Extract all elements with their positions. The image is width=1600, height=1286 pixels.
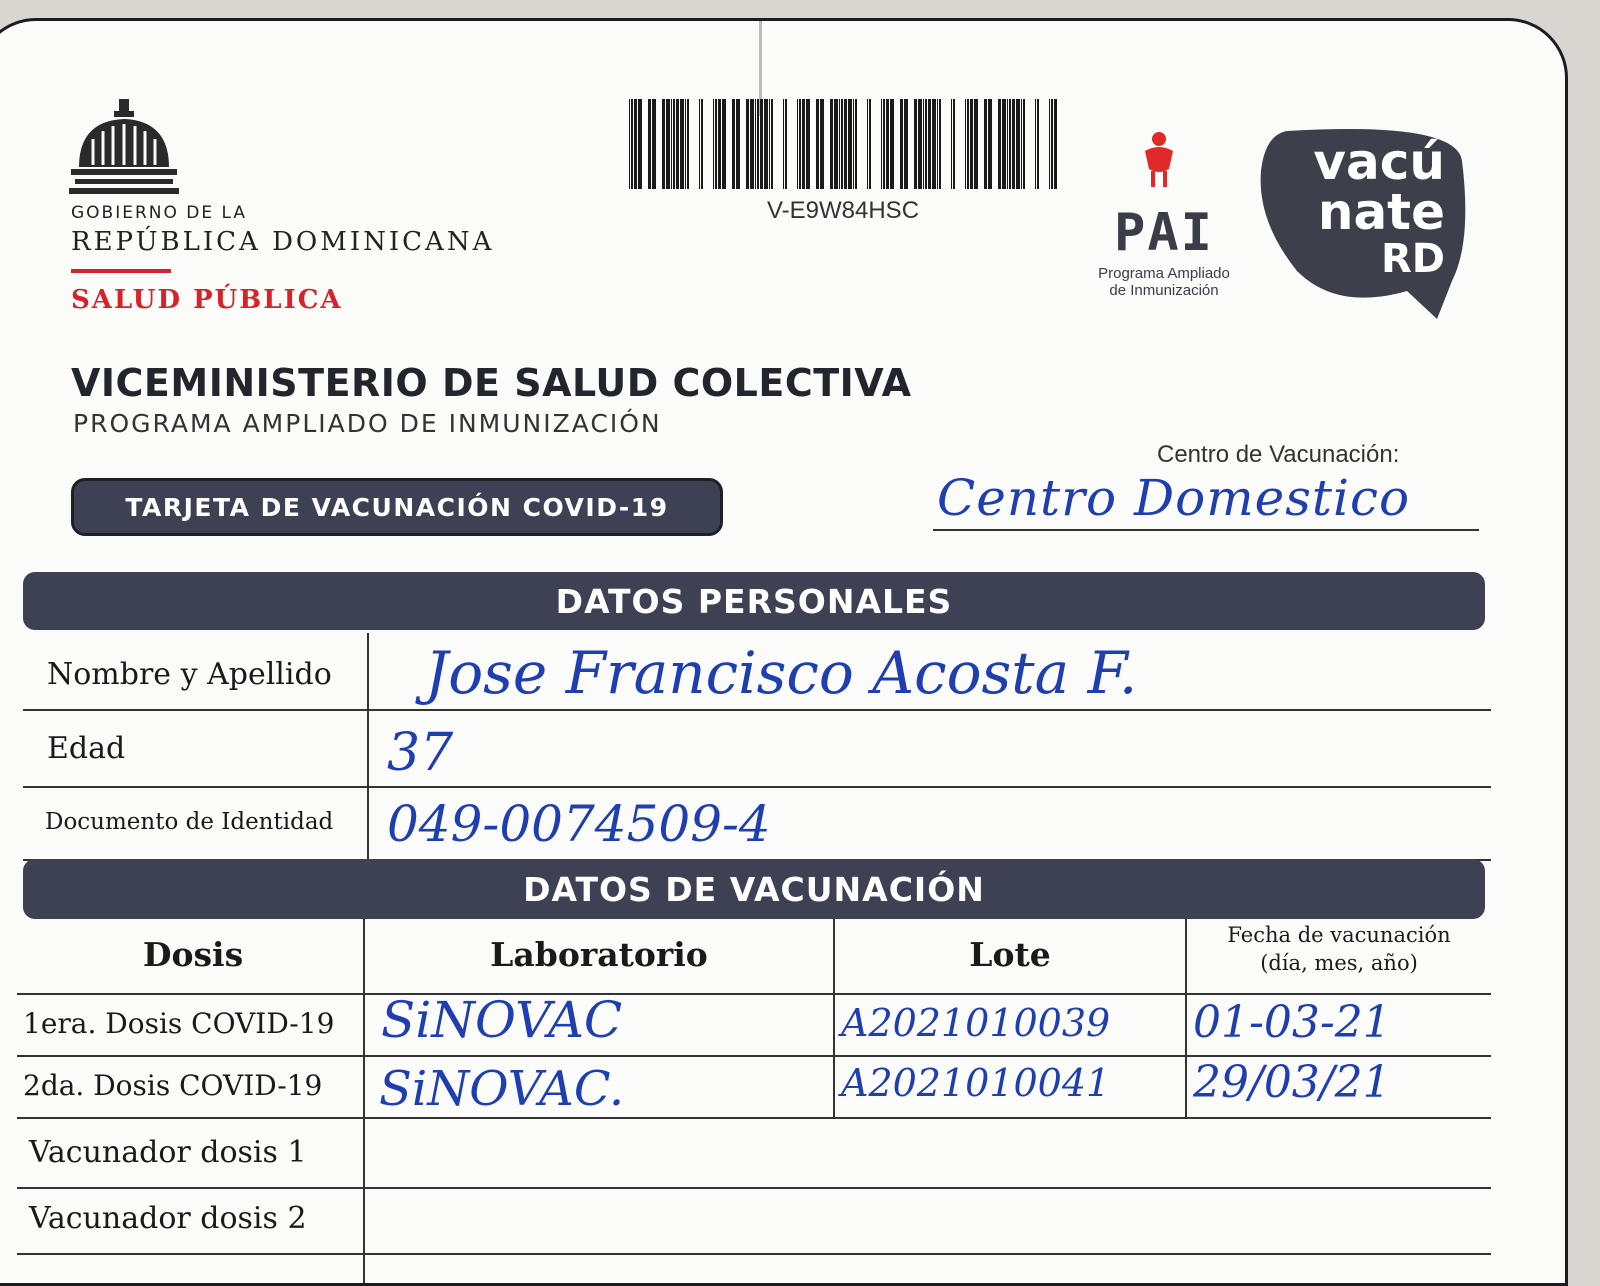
row-divider [17, 1253, 1491, 1255]
personal-section-heading: DATOS PERSONALES [23, 572, 1485, 630]
barcode-bar [883, 99, 885, 189]
dose-2-lot-handwritten: A2021010041 [841, 1061, 1111, 1105]
barcode-bar [662, 99, 665, 189]
barcode-bar [631, 99, 633, 189]
barcode-bar [687, 99, 689, 189]
government-line1: GOBIERNO DE LA [71, 203, 248, 223]
header-lot: Lote [969, 935, 1051, 974]
barcode-bar [802, 99, 805, 189]
barcode-bar [648, 99, 651, 189]
column-divider [367, 633, 369, 860]
barcode-bar [799, 99, 801, 189]
government-line2: REPÚBLICA DOMINICANA [71, 227, 495, 257]
barcode-bar [785, 99, 787, 189]
barcode-bar [629, 99, 630, 189]
barcode-bar [881, 99, 882, 189]
header-date-format: (día, mes, año) [1260, 951, 1418, 975]
vacunate-line1: vacú [1313, 133, 1445, 191]
dose-1-lot-handwritten: A2021010039 [841, 1001, 1111, 1045]
barcode-bar [923, 99, 924, 189]
barcode-bar [869, 99, 871, 189]
vacunate-line3: RD [1380, 236, 1445, 282]
national-palace-logo-icon [69, 99, 179, 197]
header-lab: Laboratorio [490, 935, 708, 974]
barcode-bar [918, 99, 922, 189]
barcode-bar [932, 99, 936, 189]
barcode-bar [830, 99, 833, 189]
barcode-bar [638, 99, 642, 189]
dose-2-lab-handwritten: SiNOVAC. [379, 1061, 625, 1117]
barcode-bar [965, 99, 966, 189]
barcode-bar [1002, 99, 1006, 189]
barcode-bar [951, 99, 952, 189]
id-value-handwritten: 049-0074509-4 [387, 795, 771, 853]
barcode-bar [904, 99, 908, 189]
dose-1-label: 1era. Dosis COVID-19 [23, 1007, 335, 1040]
barcode-bar [680, 99, 684, 189]
barcode-bar [890, 99, 894, 189]
barcode-bar [750, 99, 754, 189]
barcode-bar [673, 99, 675, 189]
dose-2-date-handwritten: 29/03/21 [1193, 1057, 1391, 1108]
dose-1-lab-handwritten: SiNOVAC [381, 991, 623, 1049]
row-divider [17, 1187, 1491, 1189]
barcode-icon [629, 99, 1057, 189]
barcode-bar [746, 99, 749, 189]
barcode-bar [937, 99, 938, 189]
barcode-bar [1021, 99, 1022, 189]
barcode-bar [928, 99, 931, 189]
barcode-bar [886, 99, 889, 189]
barcode-bar [713, 99, 714, 189]
barcode-bar [1016, 99, 1020, 189]
barcode-bar [844, 99, 847, 189]
barcode-bar [967, 99, 969, 189]
barcode-bar [939, 99, 941, 189]
barcode-bar [760, 99, 763, 189]
barcode-bar [764, 99, 768, 189]
barcode-bar [671, 99, 672, 189]
barcode-bar [841, 99, 843, 189]
page-title: VICEMINISTERIO DE SALUD COLECTIVA [71, 361, 912, 405]
barcode-bar [998, 99, 1001, 189]
name-label: Nombre y Apellido [47, 657, 332, 692]
barcode-bar [974, 99, 978, 189]
row-divider [23, 709, 1491, 711]
pai-subtitle-line2: de Inmunización [1109, 282, 1219, 299]
barcode-bar [699, 99, 700, 189]
pai-subtitle [1059, 265, 1269, 299]
barcode-bar [701, 99, 703, 189]
barcode-bar [1037, 99, 1039, 189]
name-value-handwritten: Jose Francisco Acosta F. [425, 639, 1138, 707]
barcode-bar [970, 99, 973, 189]
barcode-bar [1049, 99, 1050, 189]
vaccination-section-heading: DATOS DE VACUNACIÓN [23, 859, 1485, 919]
age-label: Edad [47, 731, 126, 766]
barcode-bar [755, 99, 756, 189]
center-value-handwritten: Centro Domestico [937, 469, 1411, 527]
barcode-bar [771, 99, 773, 189]
vacunate-line2: nate [1317, 183, 1445, 241]
pai-title: PAI [1114, 203, 1214, 263]
barcode-bar [867, 99, 868, 189]
row-divider [17, 1117, 1491, 1119]
barcode-bar [816, 99, 819, 189]
column-divider [1185, 919, 1187, 1117]
vaccinator-1-label: Vacunador dosis 1 [29, 1135, 307, 1170]
barcode-bar [984, 99, 987, 189]
barcode-bar [853, 99, 854, 189]
barcode-bar [834, 99, 838, 189]
center-underline [933, 529, 1479, 531]
age-value-handwritten: 37 [387, 723, 454, 783]
dose-1-date-handwritten: 01-03-21 [1193, 997, 1391, 1048]
barcode-bar [732, 99, 735, 189]
barcode-bar [1054, 99, 1057, 189]
barcode-bar [914, 99, 917, 189]
barcode-bar [820, 99, 824, 189]
vaccination-card [0, 18, 1568, 1286]
barcode-bar [1051, 99, 1053, 189]
ministry-name: SALUD PÚBLICA [71, 285, 343, 315]
barcode-bar [797, 99, 798, 189]
barcode-bar [806, 99, 810, 189]
barcode-bar [685, 99, 686, 189]
row-divider [17, 993, 1491, 995]
barcode-bar [839, 99, 840, 189]
pai-subtitle-line1: Programa Ampliado [1098, 265, 1230, 282]
dose-2-label: 2da. Dosis COVID-19 [23, 1069, 323, 1102]
barcode-bar [988, 99, 992, 189]
pai-figure-icon [1139, 131, 1179, 189]
barcode-bar [848, 99, 852, 189]
barcode-bar [783, 99, 784, 189]
barcode-bar [925, 99, 927, 189]
center-label: Centro de Vacunación: [1157, 441, 1400, 468]
barcode-bar [757, 99, 759, 189]
barcode-bar [634, 99, 637, 189]
vacunate-logo-text [1269, 133, 1445, 282]
barcode-bar [900, 99, 903, 189]
barcode-bar [855, 99, 857, 189]
barcode-bar [676, 99, 679, 189]
barcode-bar [1023, 99, 1025, 189]
vaccinator-2-label: Vacunador dosis 2 [29, 1201, 307, 1236]
header-dose: Dosis [142, 935, 244, 974]
barcode-bar [769, 99, 770, 189]
red-divider [71, 269, 171, 273]
barcode-bar [652, 99, 656, 189]
barcode-code: V-E9W84HSC [766, 197, 920, 224]
barcode-bar [1035, 99, 1036, 189]
barcode-bar [1009, 99, 1011, 189]
barcode-bar [1007, 99, 1008, 189]
barcode-bar [1012, 99, 1015, 189]
card-type-label: TARJETA DE VACUNACIÓN COVID-19 [71, 478, 723, 536]
barcode-bar [953, 99, 955, 189]
header-date: Fecha de vacunación [1227, 923, 1451, 947]
barcode-bar [736, 99, 740, 189]
id-label: Documento de Identidad [45, 809, 334, 835]
barcode-bar [718, 99, 721, 189]
barcode-bar [666, 99, 670, 189]
row-divider [23, 786, 1491, 788]
barcode-bar [722, 99, 726, 189]
barcode-bar [715, 99, 717, 189]
page-subtitle: PROGRAMA AMPLIADO DE INMUNIZACIÓN [73, 409, 662, 438]
